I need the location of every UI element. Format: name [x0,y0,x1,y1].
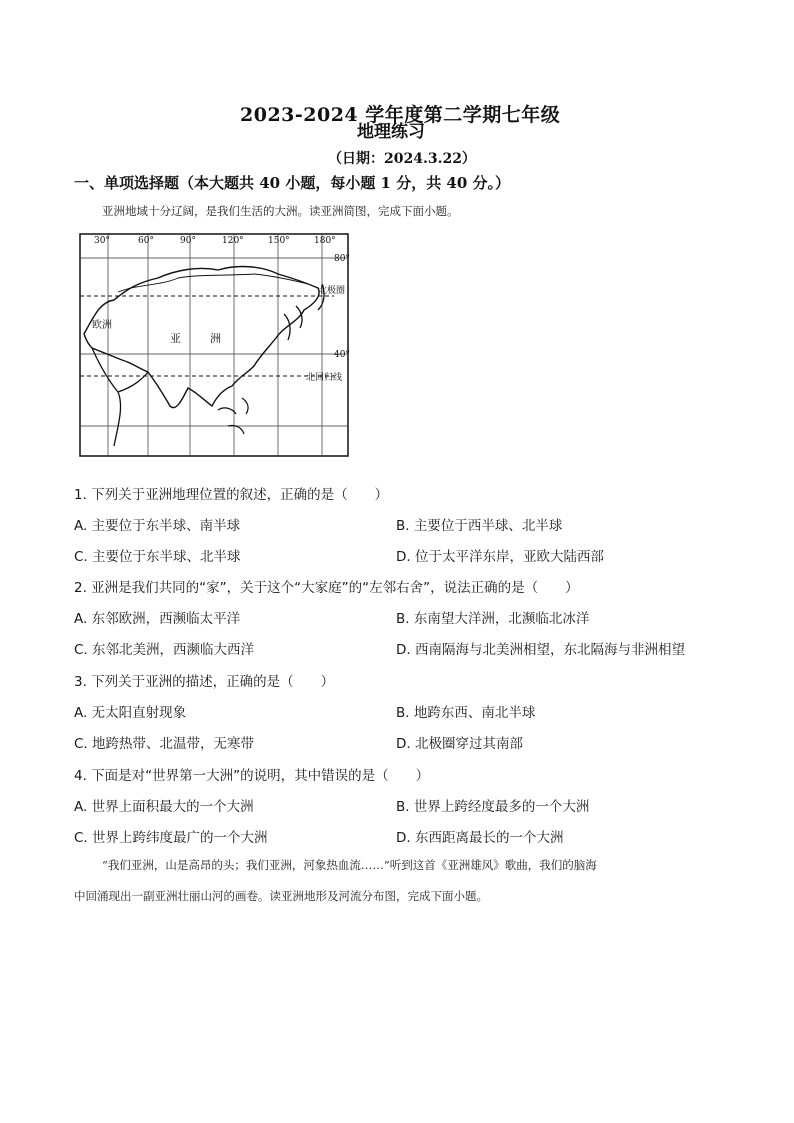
europe-label: 欧洲 [92,320,112,331]
q1-option-b[interactable]: B. 主要位于西半球、北半球 [396,518,563,534]
question-3: 3. 下列关于亚洲的描述，正确的是（ ） [74,674,335,690]
q4-option-a[interactable]: A. 世界上面积最大的一个大洲 [74,799,254,815]
question-2: 2. 亚洲是我们共同的“家”，关于这个“大家庭”的“左邻右舍”，说法正确的是（ ） [74,580,579,596]
lat-label: 40° [334,350,350,360]
passage-line-2: 中回涌现出一副亚洲壮丽山河的画卷。读亚洲地形及河流分布图，完成下面小题。 [74,889,488,903]
section-heading: 一、单项选择题（本大题共 40 小题，每小题 1 分，共 40 分。） [74,174,511,192]
q3-option-c[interactable]: C. 地跨热带、北温带，无寒带 [74,736,255,752]
q1-option-a[interactable]: A. 主要位于东半球、南半球 [74,518,241,534]
q3-option-a[interactable]: A. 无太阳直射现象 [74,705,187,721]
q1-option-c[interactable]: C. 主要位于东半球、北半球 [74,549,241,565]
lon-label: 90° [180,236,196,246]
asia-label-1: 亚 [170,332,181,345]
lon-label: 180° [314,236,336,246]
tropic-label: 北回归线 [306,373,343,383]
q2-option-b[interactable]: B. 东南望大洋洲，北濒临北冰洋 [396,611,590,627]
lon-label: 60° [138,236,154,246]
q4-option-c[interactable]: C. 世界上跨纬度最广的一个大洲 [74,830,268,846]
question-1: 1. 下列关于亚洲地理位置的叙述，正确的是（ ） [74,487,389,503]
q1-option-d[interactable]: D. 位于太平洋东岸，亚欧大陆西部 [396,549,604,565]
lon-label: 150° [268,236,290,246]
asia-map-svg [78,230,362,460]
arctic-circle-label: 北极圈 [318,286,346,296]
q2-option-c[interactable]: C. 东邻北美洲，西濒临大西洋 [74,642,255,658]
section-intro: 亚洲地域十分辽阔，是我们生活的大洲。读亚洲简图，完成下面小题。 [102,204,459,218]
asia-map [78,230,362,460]
q2-option-d[interactable]: D. 西南隔海与北美洲相望，东北隔海与非洲相望 [396,642,685,658]
q3-option-d[interactable]: D. 北极圈穿过其南部 [396,736,523,752]
exam-title: 2023-2024 学年度第二学期七年级 [240,104,561,126]
lat-label: 80° [334,254,350,264]
passage-line-1: “我们亚洲，山是高昂的头；我们亚洲，河象热血流……”听到这首《亚洲雄风》歌曲，我们的脑海 [102,858,597,872]
q4-option-d[interactable]: D. 东西距离最长的一个大洲 [396,830,564,846]
question-4: 4. 下面是对“世界第一大洲”的说明，其中错误的是（ ） [74,768,430,784]
q2-option-a[interactable]: A. 东邻欧洲，西濒临太平洋 [74,611,241,627]
q3-option-b[interactable]: B. 地跨东西、南北半球 [396,705,536,721]
lon-label: 120° [222,236,244,246]
q4-option-b[interactable]: B. 世界上跨经度最多的一个大洲 [396,799,590,815]
asia-label-2: 洲 [210,332,221,345]
lon-label: 30° [94,236,110,246]
exam-date: （日期：2024.3.22） [328,151,476,167]
exam-subtitle: 地理练习 [357,122,425,142]
